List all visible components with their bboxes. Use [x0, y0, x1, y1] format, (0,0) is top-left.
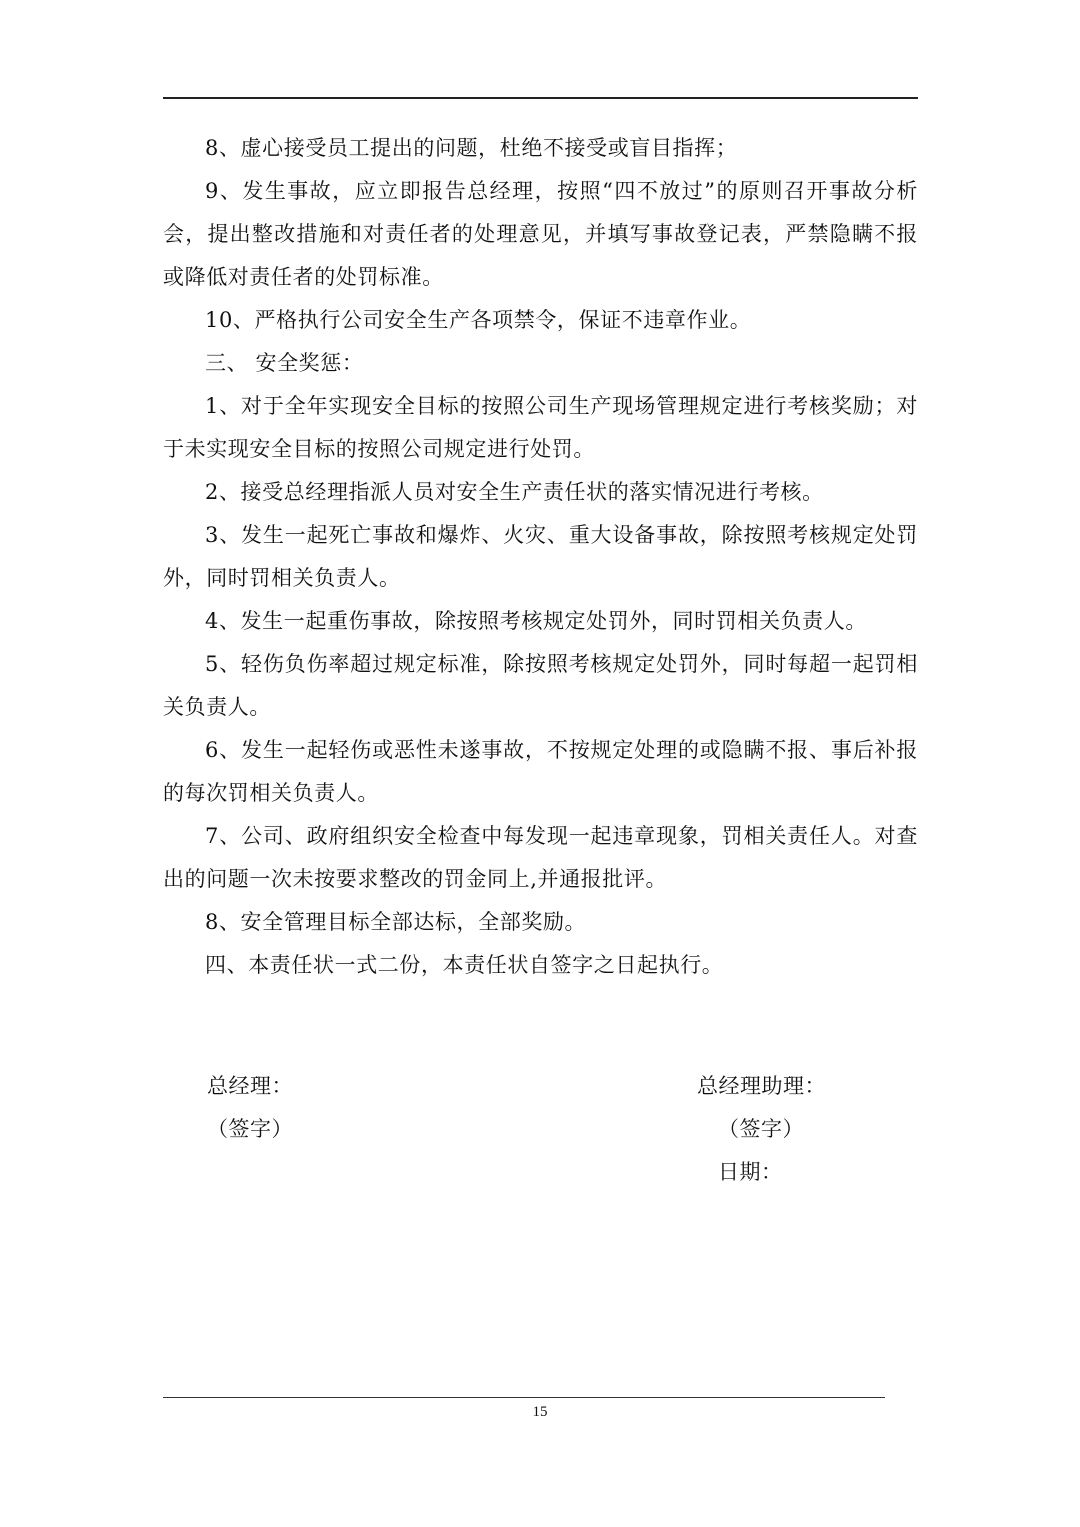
- reward-item-3: 3、发生一起死亡事故和爆炸、火灾、重大设备事故，除按照考核规定处罚外，同时罚相关负责人。: [163, 523, 918, 590]
- document-body: [163, 127, 918, 987]
- paragraph-item-10: 10、严格执行公司安全生产各项禁令，保证不违章作业。: [205, 308, 752, 332]
- header-rule: [163, 97, 918, 99]
- footer-rule: [163, 1397, 885, 1398]
- signature-left-title: 总经理：: [207, 1074, 293, 1098]
- reward-item-6: 6、发生一起轻伤或恶性未遂事故，不按规定处理的或隐瞒不报、事后补报的每次罚相关负责人。: [163, 738, 918, 805]
- reward-item-2: 2、接受总经理指派人员对安全生产责任状的落实情况进行考核。: [205, 480, 824, 504]
- date-label: 日期：: [718, 1160, 783, 1184]
- reward-item-4: 4、发生一起重伤事故，除按照考核规定处罚外，同时罚相关负责人。: [205, 609, 867, 633]
- paragraph-item-8: 8、虚心接受员工提出的问题，杜绝不接受或盲目指挥；: [205, 136, 738, 160]
- reward-item-1: 1、对于全年实现安全目标的按照公司生产现场管理规定进行考核奖励；对于未实现安全目标的按照公司规定进行处罚。: [163, 394, 918, 461]
- reward-item-7: 7、公司、政府组织安全检查中每发现一起违章现象，罚相关责任人。对查出的问题一次未按要求整改的罚金同上,并通报批评。: [163, 824, 918, 891]
- signature-right-title: 总经理助理：: [697, 1074, 826, 1098]
- reward-item-8: 8、安全管理目标全部达标，全部奖励。: [205, 910, 587, 934]
- reward-item-5: 5、轻伤负伤率超过规定标准，除按照考核规定处罚外，同时每超一起罚相关负责人。: [163, 652, 918, 719]
- section-heading-execution: 四、本责任状一式二份，本责任状自签字之日起执行。: [205, 953, 724, 977]
- signature-right-sign: （签字）: [718, 1117, 804, 1141]
- page-number: 15: [532, 1404, 548, 1420]
- section-heading-rewards: 三、 安全奖惩：: [205, 351, 364, 375]
- signature-left-sign: （签字）: [207, 1117, 293, 1141]
- paragraph-item-9: 9、发生事故，应立即报告总经理，按照“四不放过”的原则召开事故分析会，提出整改措施和对责任者的处理意见，并填写事故登记表，严禁隐瞒不报或降低对责任者的处罚标准。: [163, 179, 918, 289]
